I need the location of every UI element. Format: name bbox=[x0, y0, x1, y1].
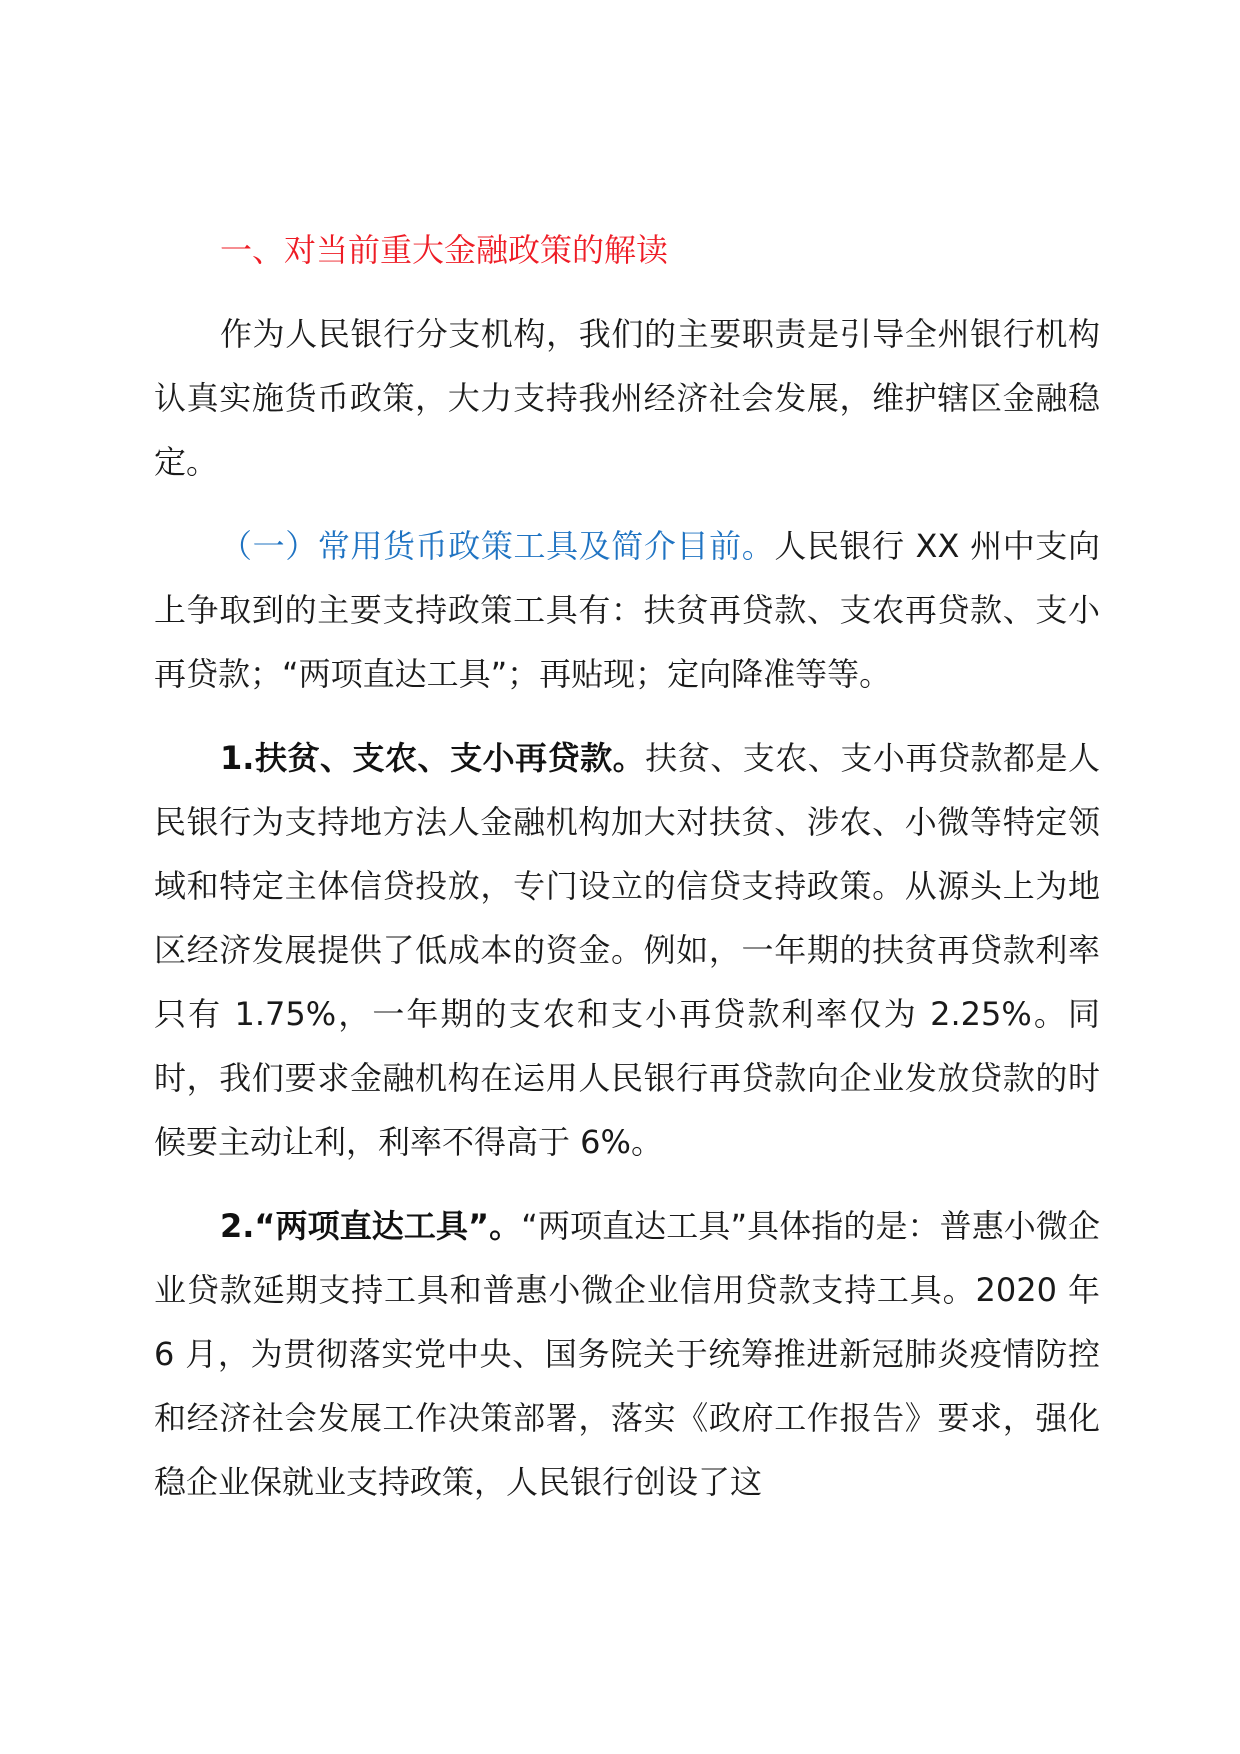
paragraph-direct-tools bbox=[154, 1194, 1100, 1514]
paragraph-direct-tools-text: “两项直达工具”具体指的是：普惠小微企业贷款延期支持工具和普惠小微企业信用贷款支持工具。2020 年 6 月，为贯彻落实党中央、国务院关于统筹推进新冠肺炎疫情防控和经济社会发展工作决策部署，落实《政府工作报告》要求，强化稳企业保就业支持政策，人民银行创设了这 bbox=[154, 1207, 1100, 1501]
paragraph-tools bbox=[154, 514, 1100, 706]
item-heading-relending: 1.扶贫、支农、支小再贷款。 bbox=[220, 739, 646, 777]
paragraph-relending bbox=[154, 726, 1100, 1174]
paragraph-tools-text: 人民银行 XX 州中支向上争取到的主要支持政策工具有：扶贫再贷款、支农再贷款、支小再贷款；“两项直达工具”；再贴现；定向降准等等。 bbox=[154, 527, 1100, 693]
paragraph-relending-text: 扶贫、支农、支小再贷款都是人民银行为支持地方法人金融机构加大对扶贫、涉农、小微等特定领域和特定主体信贷投放，专门设立的信贷支持政策。从源头上为地区经济发展提供了低成本的资金。例如，一年期的扶贫再贷款利率只有 1.75%，一年期的支农和支小再贷款利率仅为 2.25%。同时，我们要求金融机构在运用人民银行再贷款向企业发放贷款的时候要主动让利，利率不得高于 6%。 bbox=[154, 739, 1100, 1161]
section-heading: 一、对当前重大金融政策的解读 bbox=[220, 231, 669, 269]
item-heading-direct-tools: 2.“两项直达工具”。 bbox=[220, 1207, 522, 1245]
document-body bbox=[154, 218, 1100, 1514]
paragraph-intro: 作为人民银行分支机构，我们的主要职责是引导全州银行机构认真实施货币政策，大力支持我州经济社会发展，维护辖区金融稳定。 bbox=[154, 315, 1100, 481]
subheading-tools: （一）常用货币政策工具及简介目前。 bbox=[220, 527, 775, 565]
